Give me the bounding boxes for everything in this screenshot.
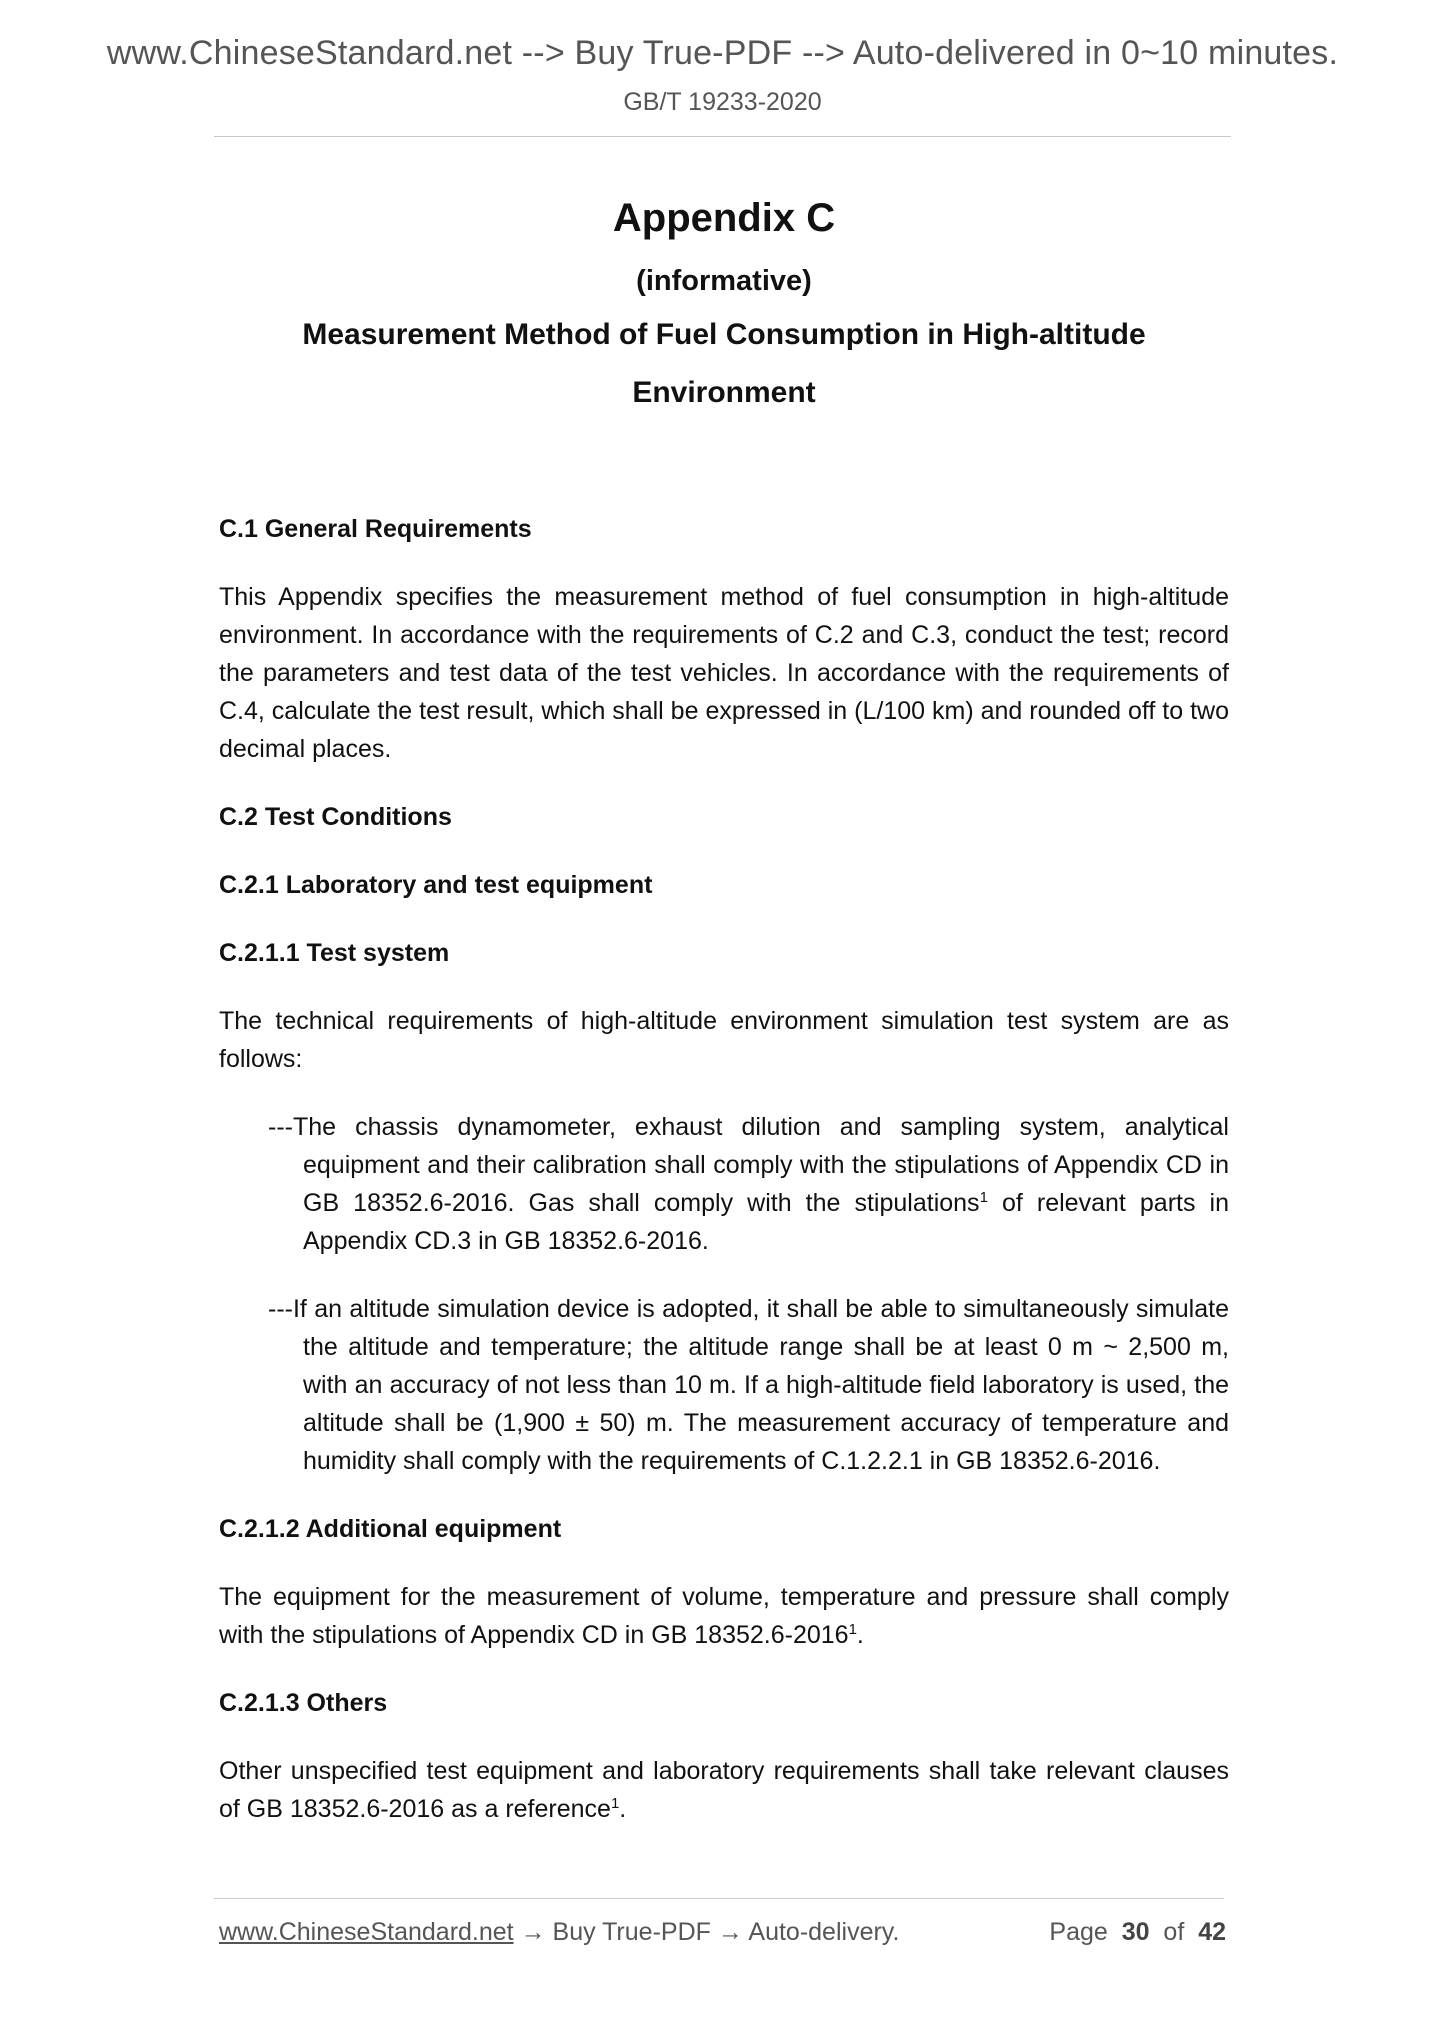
- of-label: of: [1163, 1918, 1185, 1946]
- c213-tail: .: [619, 1795, 627, 1823]
- section-c212-body: [219, 1578, 1229, 1654]
- section-c211-heading: C.2.1.1 Test system: [219, 939, 450, 967]
- footer-site-link[interactable]: www.ChineseStandard.net: [219, 1918, 514, 1946]
- footer-nav-text: → Buy True-PDF → Auto-delivery.: [513, 1918, 900, 1946]
- bullet-1-tail: of relevant parts in Appendix CD.3 in GB 18352.6-2016.: [303, 1189, 1229, 1255]
- standard-code: GB/T 19233-2020: [623, 88, 822, 116]
- appendix-title: Appendix C: [612, 196, 836, 240]
- c212-tail: .: [856, 1621, 864, 1649]
- header-divider: [214, 136, 1231, 137]
- page-indicator: [1049, 1918, 1226, 1947]
- appendix-name-line2: Environment: [632, 376, 816, 409]
- section-c213-heading: C.2.1.3 Others: [219, 1689, 388, 1717]
- footer-divider: [214, 1898, 1224, 1899]
- appendix-name-line1: Measurement Method of Fuel Consumption in High-altitude: [302, 318, 1146, 351]
- footer-nav: [219, 1918, 899, 1947]
- appendix-subtitle: (informative): [636, 265, 812, 297]
- header-banner: www.ChineseStandard.net --> Buy True-PDF --> Auto-delivered in 0~10 minutes.: [106, 34, 1339, 72]
- document-body: [219, 190, 1229, 1858]
- footnote-ref: 1: [979, 1189, 988, 1206]
- requirement-bullet-1: [268, 1108, 1229, 1260]
- page-total: 42: [1198, 1918, 1226, 1946]
- bullet-1-text: ---The chassis dynamometer, exhaust dilution and sampling system, analytical equipment and their calibration shall comply with the stipulations of Appendix CD in GB 18352.6-2016. Gas shall comply with the stipulations: [268, 1113, 1229, 1217]
- section-c1-body: This Appendix specifies the measurement method of fuel consumption in high-altitude environment. In accordance with the requirements of C.2 and C.3, conduct the test; record the parameters and test data of the test vehicles. In accordance with the requirements of C.4, calculate the test result, which shall be expressed in (L/100 km) and rounded off to two decimal places.: [219, 583, 1229, 763]
- footnote-ref: 1: [848, 1621, 857, 1638]
- c212-text: The equipment for the measurement of volume, temperature and pressure shall comply with the stipulations of Appendix CD in GB 18352.6-2016: [219, 1583, 1229, 1649]
- c213-text: Other unspecified test equipment and laboratory requirements shall take relevant clauses of GB 18352.6-2016 as a reference: [219, 1757, 1229, 1823]
- section-c213-body: [219, 1752, 1229, 1828]
- section-c21-heading: C.2.1 Laboratory and test equipment: [219, 871, 653, 899]
- footnote-ref: 1: [610, 1795, 620, 1812]
- section-c211-intro: The technical requirements of high-altitude environment simulation test system are as follows:: [219, 1007, 1229, 1073]
- requirement-bullet-2: ---If an altitude simulation device is adopted, it shall be able to simultaneously simulate the altitude and temperature; the altitude range shall be at least 0 m ~ 2,500 m, with an accuracy of not less than 10 m. If a high-altitude field laboratory is used, the altitude shall be (1,900 ± 50) m. The measurement accuracy of temperature and humidity shall comply with the requirements of C.1.2.2.1 in GB 18352.6-2016.: [268, 1295, 1229, 1475]
- page-footer: [219, 1918, 1229, 1958]
- page-label: Page: [1049, 1918, 1108, 1946]
- section-c212-heading: C.2.1.2 Additional equipment: [219, 1515, 562, 1543]
- page-current: 30: [1121, 1918, 1150, 1946]
- section-c2-heading: C.2 Test Conditions: [219, 803, 452, 831]
- section-c1-heading: C.1 General Requirements: [219, 515, 532, 543]
